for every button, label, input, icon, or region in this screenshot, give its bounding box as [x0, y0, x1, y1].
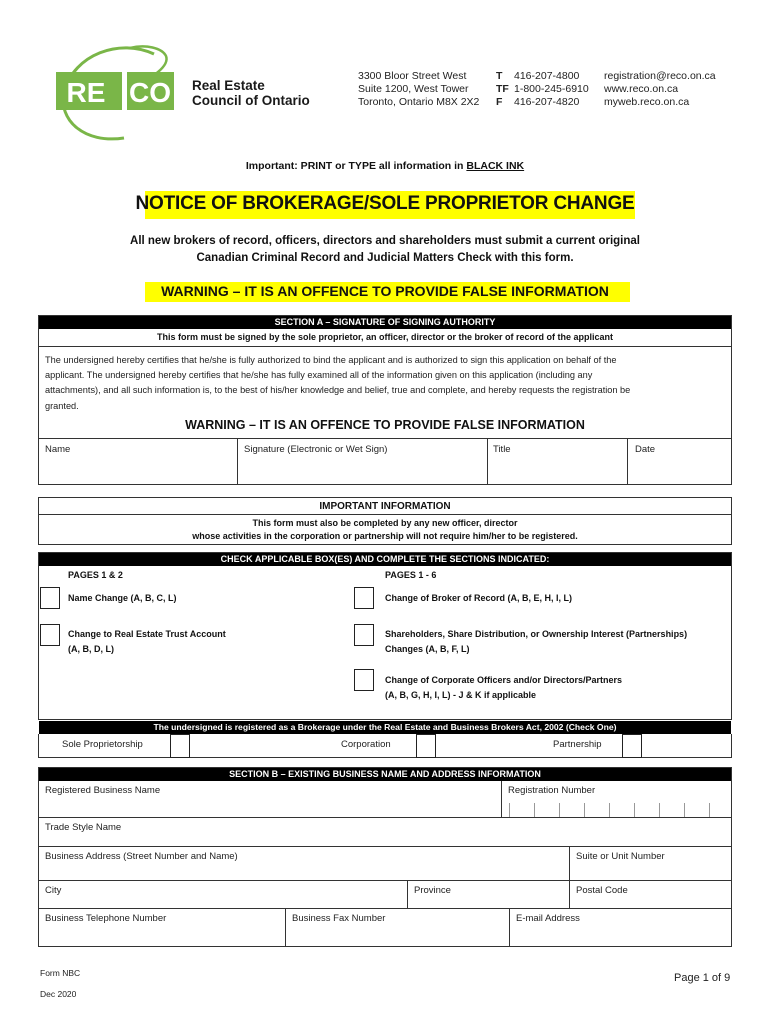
page-number: Page 1 of 9: [674, 972, 731, 984]
date-field[interactable]: [628, 458, 731, 484]
city-field[interactable]: [39, 897, 406, 908]
check-section-header: CHECK APPLICABLE BOX(ES) AND COMPLETE THE SECTIONS INDICATED:: [39, 553, 731, 566]
business-phone-field[interactable]: [39, 925, 284, 946]
digit-separator: [609, 803, 610, 817]
certification-text: [45, 353, 729, 414]
partnership-label: Partnership: [553, 739, 602, 750]
trade-style-label: Trade Style Name: [45, 822, 122, 833]
corporation-label: Corporation: [341, 739, 391, 750]
subtitle-line: Canadian Criminal Record and Judicial Matters Check with this form.: [196, 252, 574, 264]
digit-separator: [559, 803, 560, 817]
section-b-header: SECTION B – EXISTING BUSINESS NAME AND ADDRESS INFORMATION: [39, 768, 731, 781]
digit-separator: [634, 803, 635, 817]
shareholder-change-checkbox[interactable]: [354, 624, 374, 646]
form-date: Dec 2020: [40, 989, 77, 999]
phone-labels: [496, 70, 509, 109]
suite-number-label: Suite or Unit Number: [576, 851, 665, 862]
certification-line: The undersigned hereby certifies that he/she is fully authorized to bind the applicant and is authorized to sign this application on behalf of the: [45, 355, 617, 365]
name-field-label: Name: [45, 444, 71, 455]
divider: [38, 346, 732, 347]
office-address: [358, 70, 479, 109]
date-field-label: Date: [635, 444, 656, 455]
province-field[interactable]: [408, 897, 568, 908]
pages-1-2-heading: PAGES 1 & 2: [68, 570, 123, 580]
business-address-field[interactable]: [39, 863, 568, 880]
registered-name-label: Registered Business Name: [45, 785, 161, 796]
name-field[interactable]: [39, 458, 236, 484]
trust-account-checkbox[interactable]: [40, 624, 60, 646]
important-info-line: This form must also be completed by any new officer, director: [252, 518, 518, 528]
suite-number-field[interactable]: [570, 863, 731, 880]
website-link[interactable]: www.reco.on.ca: [604, 83, 679, 95]
name-change-label: Name Change (A, B, C, L): [68, 593, 177, 603]
web-contacts: [604, 70, 716, 109]
org-name-line2: Council of Ontario: [192, 93, 310, 108]
divider: [38, 908, 732, 909]
trade-style-field[interactable]: [39, 834, 731, 846]
corporation-checkbox[interactable]: [416, 734, 436, 758]
section-a-header: SECTION A – SIGNATURE OF SIGNING AUTHORITY: [39, 316, 731, 329]
phone-label: T: [496, 70, 503, 82]
phone-number: 1-800-245-6910: [514, 83, 589, 95]
digit-separator: [684, 803, 685, 817]
portal-link[interactable]: myweb.reco.on.ca: [604, 96, 690, 108]
signature-field[interactable]: [238, 458, 486, 484]
shareholder-change-label: Shareholders, Share Distribution, or Ownership Interest (Partnerships): [385, 629, 688, 639]
officers-change-checkbox[interactable]: [354, 669, 374, 691]
pages-1-6-heading: PAGES 1 - 6: [385, 570, 437, 580]
ink-instruction-text: Important: PRINT or TYPE all information in: [245, 160, 467, 172]
divider: [38, 880, 732, 881]
business-address-label: Business Address (Street Number and Name): [45, 851, 238, 862]
broker-change-checkbox[interactable]: [354, 587, 374, 609]
ink-instruction: [0, 160, 770, 172]
address-line: Suite 1200, West Tower: [358, 83, 469, 95]
important-info-heading: IMPORTANT INFORMATION: [319, 501, 451, 512]
phone-label: TF: [496, 83, 509, 95]
digit-separator: [534, 803, 535, 817]
digit-separator: [584, 803, 585, 817]
officers-change-sections: (A, B, G, H, I, L) - J & K if applicable: [385, 690, 537, 700]
sole-proprietorship-checkbox[interactable]: [170, 734, 190, 758]
page-title: NOTICE OF BROKERAGE/SOLE PROPRIETOR CHANGE: [135, 193, 635, 214]
sole-proprietorship-label: Sole Proprietorship: [62, 739, 143, 750]
email-field[interactable]: [510, 925, 731, 946]
divider: [38, 514, 732, 515]
digit-separator: [659, 803, 660, 817]
trust-account-label: Change to Real Estate Trust Account: [68, 629, 226, 639]
phone-number: 416-207-4820: [514, 96, 580, 108]
org-name-line1: Real Estate: [192, 78, 265, 93]
phone-number: 416-207-4800: [514, 70, 580, 82]
registered-header: The undersigned is registered as a Brokerage under the Real Estate and Business Brokers Act, 2002 (Check One): [39, 721, 731, 734]
divider: [38, 846, 732, 847]
registration-number-label: Registration Number: [508, 785, 596, 796]
email-label: E-mail Address: [516, 913, 580, 924]
business-fax-label: Business Fax Number: [292, 913, 386, 924]
subtitle-line: All new brokers of record, officers, directors and shareholders must submit a current original: [130, 235, 640, 247]
phone-label: F: [496, 96, 503, 108]
broker-change-label: Change of Broker of Record (A, B, E, H, I, L): [385, 593, 573, 603]
logo-text-re: RE: [66, 77, 106, 108]
digit-separator: [709, 803, 710, 817]
signature-field-label: Signature (Electronic or Wet Sign): [244, 444, 388, 455]
partnership-checkbox[interactable]: [622, 734, 642, 758]
trust-account-sections: (A, B, D, L): [68, 644, 114, 654]
business-fax-field[interactable]: [286, 925, 508, 946]
section-a-subhead: This form must be signed by the sole proprietor, an officer, director or the broker of record of the applicant: [156, 332, 614, 342]
org-name: [192, 78, 310, 108]
divider: [38, 817, 732, 818]
subtitle: [0, 233, 770, 267]
postal-code-label: Postal Code: [576, 885, 628, 896]
certification-line: attachments), and all such information is, to the best of his/her knowledge and belief, true and complete, and hereby requests the registration be: [45, 385, 631, 396]
title-field-label: Title: [493, 444, 511, 455]
city-label: City: [45, 885, 62, 896]
province-label: Province: [414, 885, 451, 896]
shareholder-change-sections: Changes (A, B, F, L): [385, 644, 470, 654]
business-phone-label: Business Telephone Number: [45, 913, 167, 924]
ink-instruction-emph: BLACK INK: [466, 160, 525, 172]
important-info-line: whose activities in the corporation or partnership will not require him/her to be registered.: [192, 531, 578, 541]
postal-code-field[interactable]: [570, 897, 731, 908]
email-link[interactable]: registration@reco.on.ca: [604, 70, 716, 82]
officers-change-label: Change of Corporate Officers and/or Directors/Partners: [385, 675, 623, 685]
phone-numbers: [514, 70, 589, 109]
address-line: 3300 Bloor Street West: [358, 70, 467, 82]
section-a-warning: WARNING – IT IS AN OFFENCE TO PROVIDE FALSE INFORMATION: [185, 418, 585, 432]
address-line: Toronto, Ontario M8X 2X2: [358, 96, 480, 108]
reco-logo: [50, 40, 190, 150]
digit-separator: [509, 803, 510, 817]
logo-text-co: CO: [129, 77, 171, 108]
warning-banner: WARNING – IT IS AN OFFENCE TO PROVIDE FALSE INFORMATION: [161, 283, 609, 299]
title-field[interactable]: [488, 458, 626, 484]
certification-line: granted.: [45, 400, 79, 411]
form-id: Form NBC: [40, 968, 81, 978]
name-change-checkbox[interactable]: [40, 587, 60, 609]
certification-line: applicant. The undersigned hereby certifies that he/she has fully examined all of the information given on this application (including any: [45, 370, 593, 381]
registration-number-field[interactable]: [502, 797, 731, 817]
registered-name-field[interactable]: [39, 797, 500, 817]
